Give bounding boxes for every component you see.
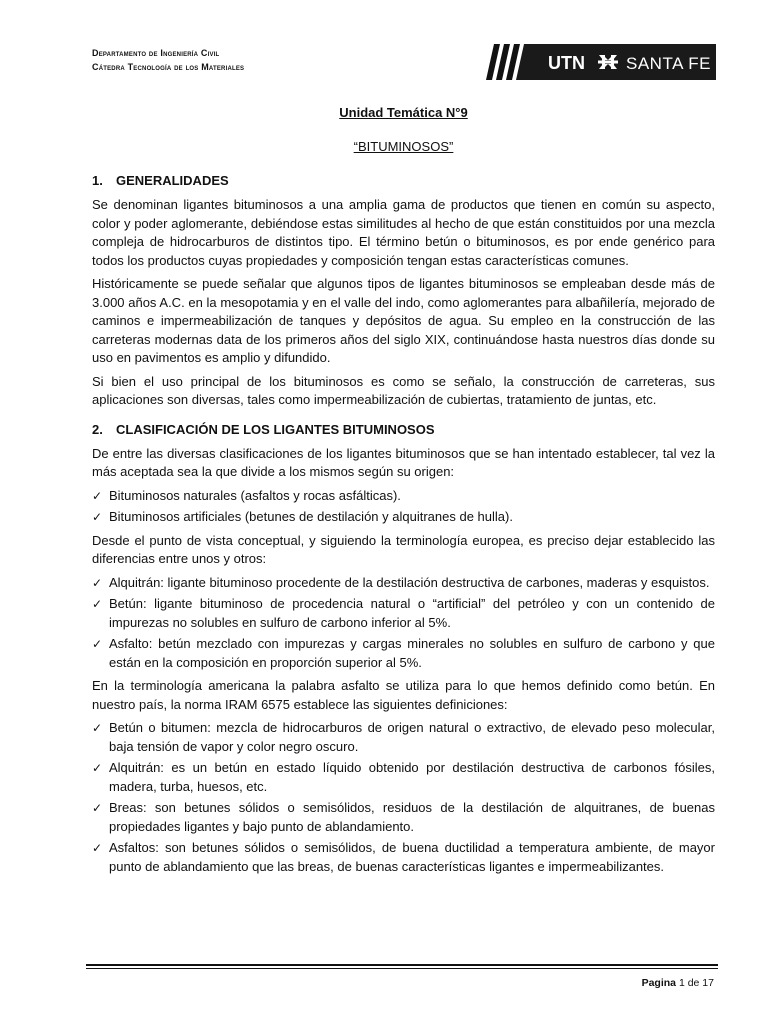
- section-1-heading: 1. GENERALIDADES: [92, 173, 229, 188]
- european-terms-list: [92, 574, 715, 673]
- logo-utn-text: UTN: [548, 53, 585, 73]
- checkmark-icon: ✓: [92, 510, 103, 524]
- unit-title: Unidad Temática N°9: [339, 105, 468, 120]
- document-body: [92, 104, 715, 881]
- paragraph: De entre las diversas clasificaciones de los ligantes bituminosos que se han intentado establecer, tal vez la más aceptada sea la que divide a los mismos según su origen:: [92, 445, 715, 479]
- paragraph: Históricamente se puede señalar que algunos tipos de ligantes bituminosos se empleaban desde más de 3.000 años A.C. en la mesopotamia y en el valle del indo, como aglomerantes para albañilería, mejorado de caminos e impermeabilización de tanques y depósitos de agua. Su empleo en la construcción de las carreteras modernas data de los primeros años del siglo XIX, continuándose hasta nuestros días donde su uso en pavimentos es amplio y difundido.: [92, 276, 715, 365]
- checkmark-icon: ✓: [92, 721, 103, 735]
- footer-divider-thin: [86, 968, 718, 969]
- subject-title: “BITUMINOSOS”: [353, 139, 454, 154]
- checkmark-icon: ✓: [92, 597, 103, 611]
- page-header: [92, 46, 716, 80]
- list-item: ✓ Betún: ligante bituminoso de procedencia natural o “artificial” del petróleo y con un contenido de impurezas no solubles en sulfuro de carbono inferior al 5%.: [92, 596, 715, 630]
- origin-list: [92, 487, 715, 527]
- list-item: ✓ Alquitrán: es un betún en estado líquido obtenido por destilación destructiva de carbonos fósiles, madera, turba, huesos, etc.: [92, 760, 715, 794]
- list-item: ✓ Alquitrán: ligante bituminoso procedente de la destilación destructiva de carbones, maderas y esquistos.: [92, 574, 715, 593]
- list-item: ✓ Breas: son betunes sólidos o semisólidos, residuos de la destilación de alquitranes, de buenas propiedades ligantes y bajo punto de ablandamiento.: [92, 800, 715, 834]
- list-item: ✓ Asfaltos: son betunes sólidos o semisólidos, de buena ductilidad a temperatura ambiente, de mayor punto de ablandamiento que las breas, de buenas características ligantes e impermeabilizantes.: [92, 840, 715, 874]
- checkmark-icon: ✓: [92, 761, 103, 775]
- utn-santa-fe-logo: [486, 42, 716, 82]
- list-item: ✓ Asfalto: betún mezclado con impurezas y cargas minerales no solubles en sulfuro de carbono y que están en la composición en proporción superior al 5%.: [92, 636, 715, 670]
- list-item: ✓ Bituminosos artificiales (betunes de destilación y alquitranes de hulla).: [92, 508, 715, 527]
- paragraph: Desde el punto de vista conceptual, y siguiendo la terminología europea, es preciso dejar establecido las diferencias entre unos y otros:: [92, 532, 715, 566]
- page-number: Pagina 1 de 17: [641, 977, 714, 989]
- checkmark-icon: ✓: [92, 637, 103, 651]
- checkmark-icon: ✓: [92, 488, 103, 503]
- section-2-heading: 2. CLASIFICACIÓN DE LOS LIGANTES BITUMINOSOS: [92, 421, 435, 437]
- course-line: Cátedra Tecnología de los Materiales: [92, 62, 245, 72]
- paragraph: Se denominan ligantes bituminosos a una amplia gama de productos que tienen en común su aspecto, color y poder aglomerante, debiéndose estas similitudes al hecho de que están constituidos por una mezcla compleja de hidrocarburos de distintos tipo. El término betún o bituminosos, es por ende genérico para todos los productos cuyas propiedades y composición tengan estas características comunes.: [92, 197, 715, 268]
- list-item: ✓ Betún o bitumen: mezcla de hidrocarburos de origen natural o extractivo, de elevado peso molecular, baja tensión de vapor y color negro oscuro.: [92, 720, 715, 754]
- paragraph: Si bien el uso principal de los bituminosos es como se señalo, la construcción de carreteras, sus aplicaciones son diversas, tales como impermeabilización de cubiertas, tratamiento de juntas, etc.: [92, 373, 715, 407]
- footer-divider: [86, 964, 718, 966]
- iram-definitions-list: [92, 719, 715, 876]
- list-item: ✓ Bituminosos naturales (asfaltos y rocas asfálticas).: [92, 487, 715, 506]
- checkmark-icon: ✓: [92, 841, 103, 855]
- logo-santa-fe-text: SANTA FE: [626, 54, 711, 73]
- checkmark-icon: ✓: [92, 801, 103, 815]
- checkmark-icon: ✓: [92, 575, 103, 590]
- paragraph: En la terminología americana la palabra asfalto se utiliza para lo que hemos definido como betún. En nuestro país, la norma IRAM 6575 establece las siguientes definiciones:: [92, 678, 715, 712]
- department-line: Departamento de Ingeniería Civil: [92, 48, 220, 58]
